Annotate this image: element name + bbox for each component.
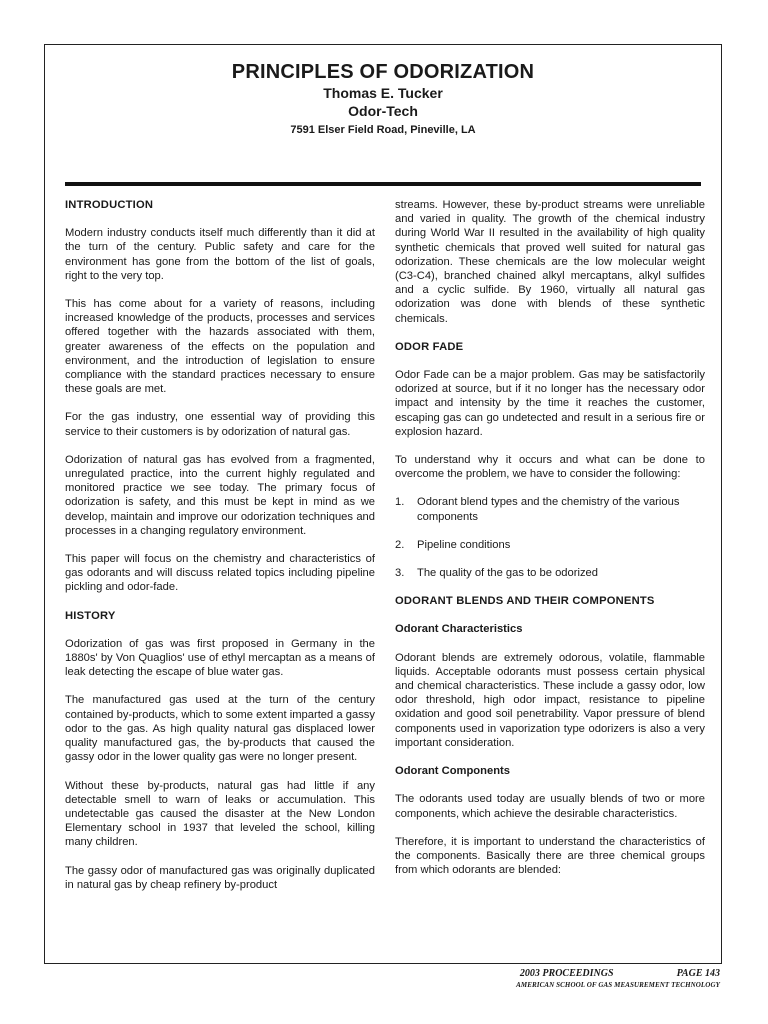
section-heading-odorant-blends: ODORANT BLENDS AND THEIR COMPONENTS xyxy=(395,595,655,608)
paragraph: The gassy odor of manufactured gas was originally duplicated in natural gas by cheap refinery by-product xyxy=(65,864,375,891)
page-footer xyxy=(516,968,720,989)
paragraph: Therefore, it is important to understand the characteristics of the components. Basically there are three chemical groups from which odorants are blended: xyxy=(395,835,705,877)
list-text: Odorant blend types and the chemistry of the various components xyxy=(417,496,680,523)
subsection-heading-components: Odorant Components xyxy=(395,765,510,778)
left-column xyxy=(65,198,375,906)
list-item xyxy=(395,495,705,523)
paragraph: This has come about for a variety of reasons, including increased knowledge of the products, processes and services offered together with the hazards associated with them, greater awareness of the effects on the population and environment, and the introduction of legislation to ensure compliance with the standard practices necessary to ensure these goals are met. xyxy=(65,298,375,396)
list-text: The quality of the gas to be odorized xyxy=(417,567,598,580)
section-heading-odor-fade: ODOR FADE xyxy=(395,340,464,353)
paragraph: Odor Fade can be a major problem. Gas may be satisfactorily odorized at source, but if it no longer has the necessary odor impact and intensity by the time it reaches the customer, escaping gas can go undetected and result in a serious fire or explosion hazard. xyxy=(395,369,705,438)
school-name: AMERICAN SCHOOL OF GAS MEASUREMENT TECHNOLOGY xyxy=(516,981,720,989)
considerations-list xyxy=(395,495,705,580)
paper-title: PRINCIPLES OF ODORIZATION xyxy=(231,61,535,83)
paragraph: Odorization of natural gas has evolved from a fragmented, unregulated practice, into the current highly regulated and monitored practice we see today. The primary focus of odorization is safety, and this must be kept in mind as we develop, maintain and improve our odorization techniques and processes in a changing regulatory environment. xyxy=(65,453,375,537)
page-frame xyxy=(44,44,722,964)
author-address: 7591 Elser Field Road, Pineville, LA xyxy=(290,124,476,136)
paragraph: Odorization of gas was first proposed in Germany in the 1880s' by Von Quaglios' use of ethyl mercaptan as a means of leak detecting the escape of blue water gas. xyxy=(65,637,375,679)
list-number: 1. xyxy=(395,496,405,509)
paragraph: The manufactured gas used at the turn of the century contained by-products, which to some extent imparted a gassy odor to the gas. As high quality natural gas displaced lower quality manufactured gas, the by-products that caused the gassy odor in the lower quality gas were no longer present. xyxy=(65,694,375,764)
paragraph: To understand why it occurs and what can be done to overcome the problem, we have to consider the following: xyxy=(395,454,705,481)
list-number: 3. xyxy=(395,567,405,580)
page-number: PAGE 143 xyxy=(676,968,720,979)
author-name: Thomas E. Tucker xyxy=(323,85,443,101)
paragraph: Modern industry conducts itself much differently than it did at the turn of the century. Public safety and care for the environment has gone from the bottom of the list of goals, right to the very top. xyxy=(65,227,375,282)
paragraph: Without these by-products, natural gas had little if any detectable smell to warn of leaks or accumulation. This undetectable gas caused the disaster at the New London Elementary school in 1937 that leveled the school, killing many children. xyxy=(65,779,375,849)
paragraph: For the gas industry, one essential way of providing this service to their customers is by odorization of natural gas. xyxy=(65,411,375,438)
paragraph: The odorants used today are usually blends of two or more components, which achieve the desirable characteristics. xyxy=(395,793,705,820)
paragraph: This paper will focus on the chemistry and characteristics of gas odorants and will discuss related topics including pipeline pickling and odor-fade. xyxy=(65,553,375,594)
right-column xyxy=(395,198,705,891)
proceedings-label: 2003 PROCEEDINGS xyxy=(519,968,614,979)
section-heading-history: HISTORY xyxy=(65,609,116,622)
list-number: 2. xyxy=(395,538,405,551)
subsection-heading-characteristics: Odorant Characteristics xyxy=(395,623,523,636)
paragraph: Odorant blends are extremely odorous, volatile, flammable liquids. Acceptable odorants must possess certain physical and chemical characteristics. These include a gassy odor, low odor threshold, high odor impact, resistance to pipeline oxidation and good soil penetrability. Vapor pressure of blend components used in vaporization type odorizers is also a very important consideration. xyxy=(395,651,705,749)
list-item xyxy=(395,538,705,552)
paragraph: streams. However, these by-product streams were unreliable and varied in quality. The growth of the chemical industry during World War II resulted in the availability of high quality synthetic chemicals that proved well suited for natural gas odorization. These chemicals are the low molecular weight (C3-C4), branched chained alkyl mercaptans, alkyl sulfides and a cyclic sulfide. By 1960, virtually all natural gas odorization was done with blends of these synthetic chemicals. xyxy=(395,199,705,325)
list-text: Pipeline conditions xyxy=(417,538,511,551)
author-organization: Odor-Tech xyxy=(348,103,418,119)
header-divider xyxy=(65,182,701,186)
section-heading-introduction: INTRODUCTION xyxy=(65,199,154,211)
list-item xyxy=(395,566,705,580)
